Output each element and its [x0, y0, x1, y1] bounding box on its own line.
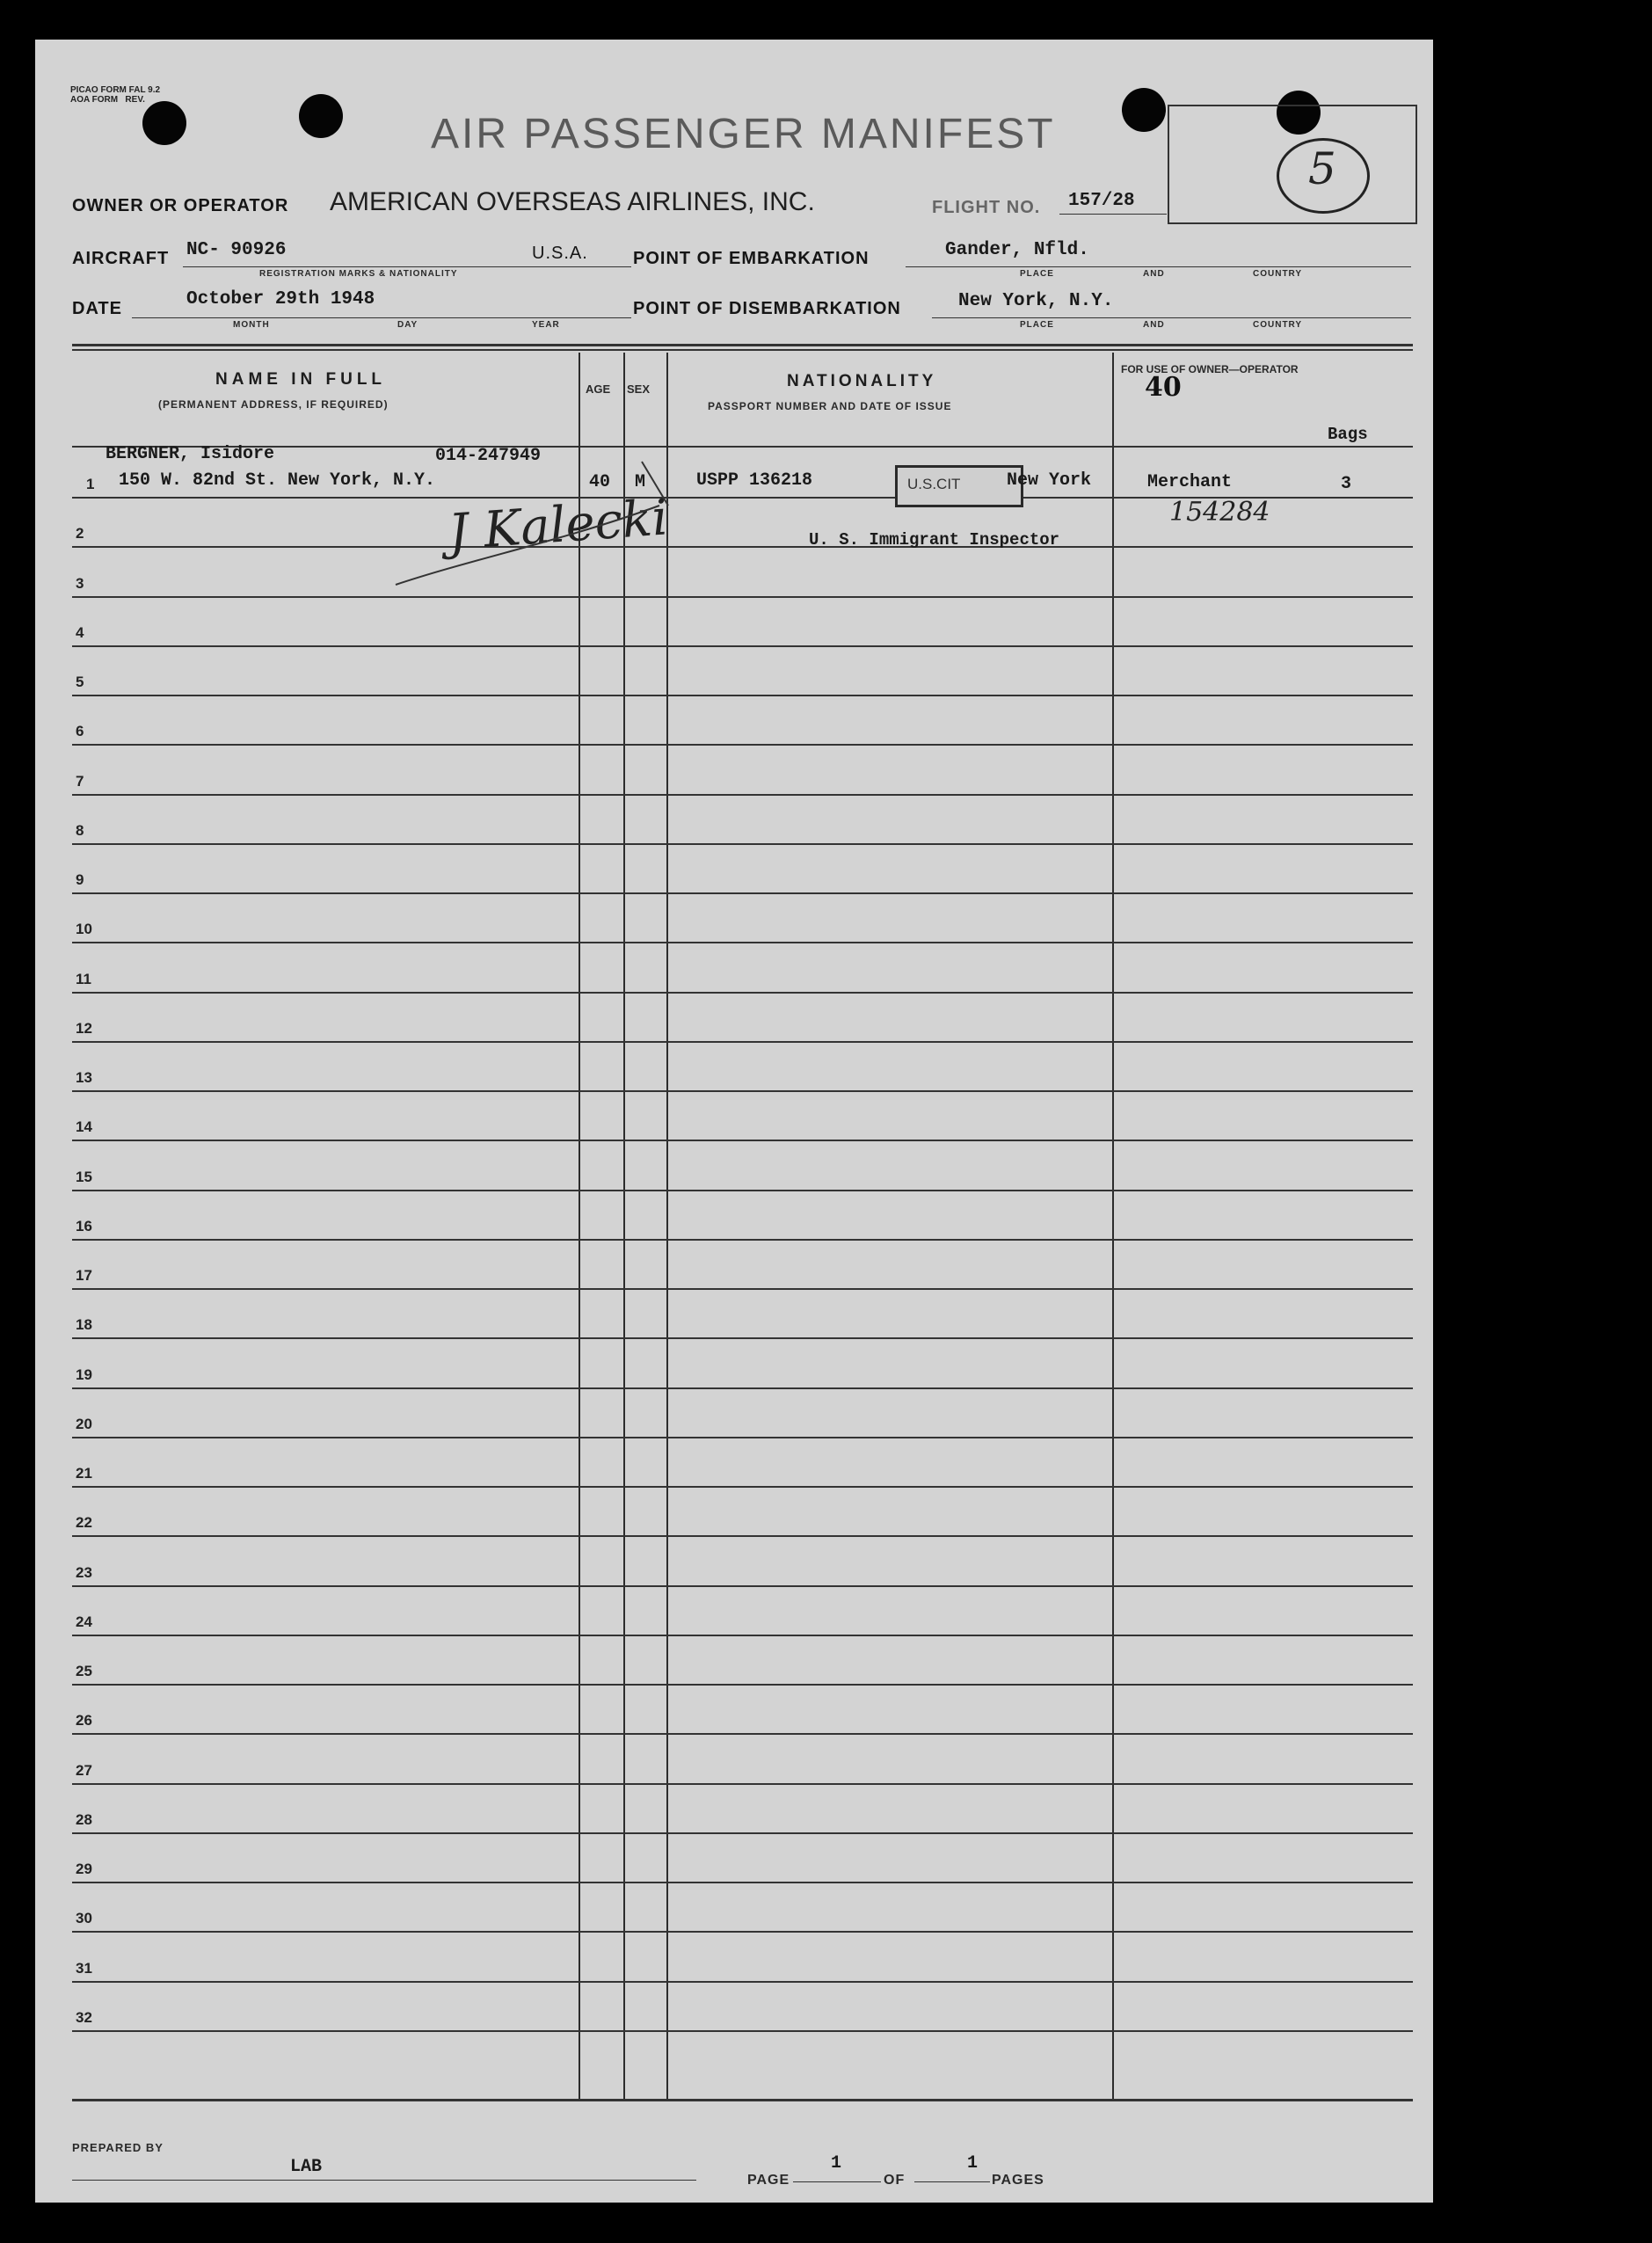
- date-underline: [132, 317, 631, 318]
- table-top-rule: [72, 344, 1413, 346]
- row-line: [72, 2030, 1413, 2032]
- row-number: 25: [76, 1663, 92, 1679]
- row-line: [72, 1486, 1413, 1488]
- row-number: 24: [76, 1613, 92, 1630]
- pages-label: PAGES: [992, 2173, 1044, 2188]
- page-value: 1: [831, 2153, 842, 2174]
- row-line: [72, 1931, 1413, 1933]
- row-number: 13: [76, 1069, 92, 1086]
- row-number: 23: [76, 1563, 92, 1581]
- row-line: [72, 942, 1413, 943]
- aircraft-underline: [183, 266, 631, 267]
- row-line: [72, 794, 1413, 796]
- embarkation-value: Gander, Nfld.: [945, 240, 1089, 260]
- row-number: 16: [76, 1217, 92, 1234]
- passport-issued-at: New York: [1007, 470, 1092, 491]
- row-number: 18: [76, 1316, 92, 1334]
- table-top-rule: [72, 349, 1413, 351]
- row-number: 19: [76, 1365, 92, 1383]
- row-line: [72, 744, 1413, 746]
- row-line: [72, 1041, 1413, 1043]
- passenger-age: 40: [589, 472, 611, 492]
- row-line: [72, 1337, 1413, 1339]
- aircraft-value: NC- 90926: [186, 240, 287, 260]
- country-sublabel: COUNTRY: [1253, 269, 1303, 279]
- row-line: [72, 1535, 1413, 1537]
- passenger-occupation: Merchant: [1147, 472, 1233, 492]
- passenger-passport: USPP 136218: [696, 470, 813, 491]
- row-line: [72, 1635, 1413, 1636]
- row-number: 32: [76, 2008, 92, 2026]
- owner-label: OWNER OR OPERATOR: [72, 196, 289, 215]
- row-number: 20: [76, 1415, 92, 1432]
- day-sublabel: DAY: [397, 320, 418, 330]
- and-sublabel: AND: [1143, 320, 1165, 330]
- row-number: 7: [76, 772, 84, 790]
- inspector-title: U. S. Immigrant Inspector: [809, 530, 1060, 550]
- row-number: 22: [76, 1514, 92, 1532]
- row-number: 12: [76, 1019, 92, 1037]
- embarkation-underline: [906, 266, 1411, 267]
- handwritten-number: 154284: [1169, 497, 1270, 528]
- row-number: 6: [76, 723, 84, 740]
- row-line: [72, 1140, 1413, 1141]
- of-label: OF: [884, 2173, 906, 2188]
- name-column-subheader: (PERMANENT ADDRESS, IF REQUIRED): [158, 398, 389, 411]
- prepared-by-value: LAB: [290, 2157, 323, 2177]
- age-column-header: AGE: [586, 382, 611, 396]
- of-underline: [914, 2181, 990, 2182]
- row-number: 1: [86, 476, 95, 492]
- row-number: 21: [76, 1465, 92, 1482]
- disembarkation-value: New York, N.Y.: [958, 291, 1114, 311]
- row-line: [72, 1288, 1413, 1290]
- passenger-bags: 3: [1341, 474, 1352, 494]
- punch-hole: [142, 101, 186, 145]
- row-number: 17: [76, 1267, 92, 1284]
- row-line: [72, 1832, 1413, 1834]
- signature-stroke: [369, 453, 703, 629]
- page-underline: [793, 2181, 881, 2182]
- row-line: [72, 1981, 1413, 1983]
- place-sublabel: PLACE: [1020, 320, 1054, 330]
- row-number: 5: [76, 674, 84, 690]
- citizen-stamp-text: U.S.CIT: [907, 476, 961, 492]
- row-line: [72, 1585, 1413, 1587]
- name-column-header: NAME IN FULL: [215, 370, 387, 389]
- prepared-by-underline: [72, 2180, 696, 2181]
- passenger-name: BERGNER, Isidore: [106, 444, 275, 464]
- passenger-ticket: 014-247949: [435, 446, 542, 466]
- owner-value: AMERICAN OVERSEAS AIRLINES, INC.: [330, 187, 815, 216]
- passenger-sex: M: [635, 472, 646, 492]
- row-line: [72, 843, 1413, 845]
- row-number: 4: [76, 623, 84, 641]
- flight-label: FLIGHT NO.: [932, 198, 1041, 217]
- row-line: [72, 1190, 1413, 1191]
- row-line: [72, 1783, 1413, 1785]
- row-line: [72, 645, 1413, 647]
- owner-use-number: 40: [1145, 372, 1182, 403]
- row-number: 29: [76, 1861, 92, 1877]
- nationality-column-header: NATIONALITY: [787, 372, 937, 390]
- form-title: AIR PASSENGER MANIFEST: [431, 111, 1056, 157]
- row-line: [72, 596, 1413, 598]
- punch-hole: [1122, 88, 1166, 132]
- registration-sublabel: REGISTRATION MARKS & NATIONALITY: [259, 269, 458, 279]
- embarkation-label: POINT OF EMBARKATION: [633, 249, 870, 268]
- row-number: 2: [76, 525, 84, 543]
- owner-use-column-header: FOR USE OF OWNER—OPERATOR: [1121, 363, 1299, 375]
- nationality-column-subheader: PASSPORT NUMBER AND DATE OF ISSUE: [708, 400, 952, 412]
- row-number: 10: [76, 921, 92, 938]
- date-label: DATE: [72, 299, 122, 318]
- aircraft-label: AIRCRAFT: [72, 249, 170, 268]
- place-sublabel: PLACE: [1020, 269, 1054, 279]
- form-id: PICAO FORM FAL 9.2 AOA FORM REV.: [70, 85, 161, 105]
- owner-column-divider: [1112, 353, 1114, 2101]
- punch-hole: [299, 94, 343, 138]
- page-label: PAGE: [747, 2173, 790, 2188]
- row-line: [72, 992, 1413, 994]
- manifest-sheet: [35, 40, 1433, 2203]
- row-line: [72, 546, 1413, 548]
- row-line: [72, 1090, 1413, 1092]
- disembarkation-label: POINT OF DISEMBARKATION: [633, 299, 901, 318]
- disembarkation-underline: [932, 317, 1411, 318]
- row-number: 30: [76, 1910, 92, 1927]
- date-value: October 29th 1948: [186, 289, 375, 310]
- flight-value: 157/28: [1068, 191, 1135, 211]
- month-sublabel: MONTH: [233, 320, 270, 330]
- year-sublabel: YEAR: [532, 320, 560, 330]
- table-bottom-rule: [72, 2099, 1413, 2101]
- sex-column-header: SEX: [627, 382, 651, 396]
- of-value: 1: [967, 2153, 979, 2174]
- row-number: 28: [76, 1810, 92, 1828]
- passenger-address: 150 W. 82nd St. New York, N.Y.: [119, 470, 436, 491]
- row-number: 31: [76, 1959, 92, 1977]
- row-number: 15: [76, 1168, 92, 1185]
- row-line: [72, 1387, 1413, 1389]
- row-number: 3: [76, 574, 84, 592]
- row-number: 26: [76, 1712, 92, 1730]
- row-line: [72, 1684, 1413, 1686]
- aircraft-nationality: U.S.A.: [532, 244, 588, 263]
- row-line: [72, 1437, 1413, 1438]
- prepared-by-label: PREPARED BY: [72, 2141, 164, 2154]
- country-sublabel: COUNTRY: [1253, 320, 1303, 330]
- page-circle-number: 5: [1308, 143, 1336, 194]
- row-number: 8: [76, 821, 84, 839]
- row-number: 9: [76, 871, 84, 888]
- flight-underline: [1059, 214, 1167, 215]
- inspector-signature: J Kalecki: [447, 489, 670, 562]
- row-line: [72, 1239, 1413, 1241]
- and-sublabel: AND: [1143, 269, 1165, 279]
- row-number: 27: [76, 1761, 92, 1779]
- row-number: 14: [76, 1118, 92, 1136]
- bags-header: Bags: [1328, 425, 1368, 444]
- row-line: [72, 1882, 1413, 1883]
- row-line: [72, 1733, 1413, 1735]
- row-number: 11: [76, 970, 91, 987]
- row-line: [72, 892, 1413, 894]
- row-line: [72, 695, 1413, 696]
